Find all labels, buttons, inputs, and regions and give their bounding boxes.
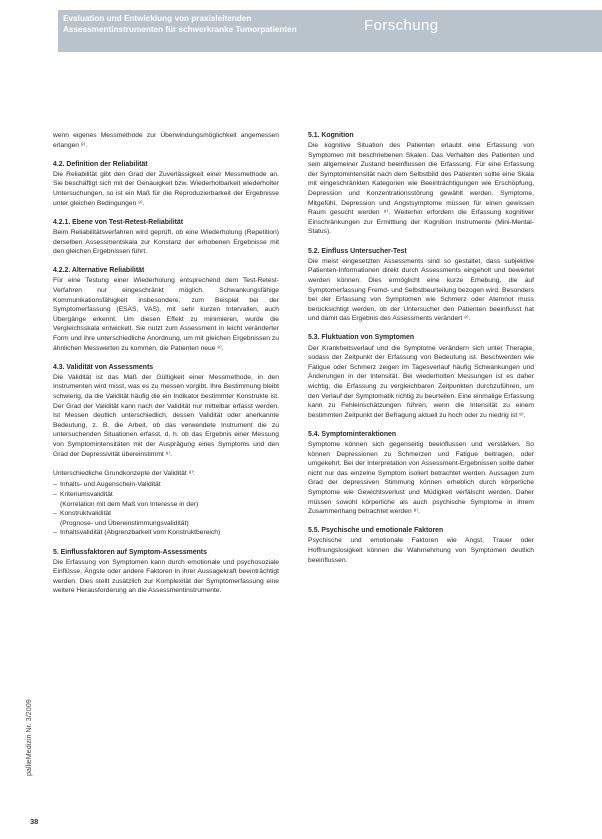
validity-list <box>53 480 279 538</box>
paragraph-4-2-2: Für eine Testung einer Wiederholung entsprechend dem Test-Retest-Verfahren nur eingeschränkt möglich. Schwankungsfähige Kommunikationsfähigkeit insbesondere, zum Beispiel bei der Symptomerfassung (ESAS, VAS), mit sehr kurzen Intervallen, auch Übergänge erkennt. Um diesen Effekt zu minimieren, wurde die Vergleichsskala entwickelt. Sie nutzt zum Assessment in leicht veränderter Form und ihre unterschiedliche Anordnung, um mit gleichen Ergebnissen zu ähnlichen Messwerten zu kommen, die Patienten neue ⁸⁾. <box>53 277 279 352</box>
list-item: – Inhalts- und Augenschein-Validität <box>53 480 279 490</box>
paragraph-4-2: Die Reliabilität gibt den Grad der Zuverlässigkeit einer Messmethode an. Sie beschäftigt sich mit der Genauigkeit bzw. Wiederholbarkeit wiederholter Untersuchungen, so ist ein Maß für die Reproduzierbarkeit der Ergebnisse unter gleichen Bedingungen ⁸⁾. <box>53 170 279 207</box>
list-intro: Unterschiedliche Grundkonzepte der Validität ⁸⁾: <box>53 469 195 477</box>
list-item: – Inhaltsvalidität (Abgrenzbarkeit vom Konstruktbereich) <box>53 528 279 538</box>
heading-5-3: 5.3. Fluktuation von Symptomen <box>308 334 415 342</box>
paragraph-5-3: Der Krankheitsverlauf und die Symptome verändern sich unter Therapie, sodass der Zeitpunkt der Erfassung von Bedeutung ist. Beschwerden wie Fatigue oder Schmerz zeigen im Tagesverlauf häufig Schwankungen und Änderungen in der Intensität. Bei wiederholten Messungen ist es daher wichtig, die Erfassung zu vergleichbaren Zeitpunkten durchzuführen, um den Verlauf der Symptomatik richtig zu beurteilen. Eine einmalige Erfassung kann zu Fehleinschätzungen führen, wenn die Intensität zu einem bestimmten Zeitpunkt der Befragung aktuell zu hoch oder zu niedrig ist ⁸⁾. <box>308 344 534 419</box>
paragraph-5-5: Psychische und emotionale Faktoren wie Angst, Trauer oder Hoffnungslosigkeit können die Wahrnehmung von Symptomen deutlich beeinflussen. <box>308 537 534 564</box>
running-header-line-2: Assessmentinstrumenten für schwerkranke Tumorpatienten <box>63 24 297 34</box>
heading-4-2: 4.2. Definition der Reliabilität <box>53 160 148 168</box>
list-item: (Korrelation mit dem Maß von Interesse in der) <box>60 500 199 508</box>
running-header-title <box>63 14 353 35</box>
paragraph-4-2-1: Beim Reliabilitätsverfahren wird geprüft, ob eine Wiederholung (Repetition) derselben Assessmentskala zur Konstanz der erhobenen Ergebnisse mit den gleichen Ergebnissen führt. <box>53 228 279 256</box>
heading-5-4: 5.4. Symptominteraktionen <box>308 430 397 438</box>
journal-side-label: pallieMedizin Nr. 3/2009 <box>24 699 33 776</box>
paragraph-4-3: Die Validität ist das Maß der Gültigkeit einer Messmethode, in den Instrumenten wird misst, was es zu messen vorgibt. Ihre Bestimmung bleibt schwierig, da die Validität häufig die ein Indikator bestimmter Konstrukte ist. Der Grad der Validität kann nach der Validität nur mittelbar erfasst werden. Ist Messen deutlich unterschiedlich, dessen Validität oder anerkannte Bedeutung, z. B. die Arbeit, ob das verwendete Instrument die zu untersuchenden Situationen erfasst, d. h. ob das Ergebnis einer Messung von Symptomintensitäten mit der Ausprägung eines Symptoms und den Grad der Depressivität übereinstimmt ⁸⁾. <box>53 373 279 458</box>
paragraph-5-1: Die kognitive Situation des Patienten erlaubt eine Erfassung von Symptomen mit beschriebenen Skalen. Das Verhalten des Patienten und sein allgemeiner Zustand beeinflussen die Erfassung. Für eine Erfassung der Symptomintensität nach dem Selbstbild des Patienten sollte eine Skala mit eingeschränkten Kategorien wie Beeinträchtigungen wie Erschöpfung, Depression und Konzentrationsstörung gewählt werden. Symptome, Mitgefühl, Depression und Angstsymptome müssen für einen gewissen Raum gesucht werden ⁸⁾. Weiterhin erfordern die Erfassung kognitiver Einschränkungen zur Ermittlung der Kognition Instrumente (Mini-Mental-Status). <box>308 142 534 236</box>
heading-4-2-2: 4.2.2. Alternative Reliabilität <box>53 267 145 275</box>
heading-5-2: 5.2. Einfluss Untersucher-Test <box>308 247 407 255</box>
paragraph-5: Die Erfassung von Symptomen kann durch emotionale und psychosoziale Einflüsse, Ängste oder andere Faktoren in ihrer Aussagekraft beeinträchtigt werden. Dies stellt zusätzlich zur Komplexität der Symptomerfassung eine weitere Herausforderung an die Assessmentinstrumente. <box>53 558 279 595</box>
heading-5-5: 5.5. Psychische und emotionale Faktoren <box>308 527 444 535</box>
heading-5: 5. Einflussfaktoren auf Symptom-Assessments <box>53 548 207 556</box>
page-number: 38 <box>30 817 39 826</box>
paragraph-5-4: Symptome können sich gegenseitig beeinflussen und verstärken. So können Depressionen zu Schmerzen und Fatigue beitragen, oder umgekehrt. Bei der Interpretation von Assessment-Ergebnissen sollte daher nicht nur das einzelne Symptom isoliert betrachtet werden. Aussagen zum Grad der depressiven Stimmung können erheblich durch körperliche Symptome wie Gewichtsverlust und Müdigkeit verfälscht werden. Daher müssen sowohl körperliche als auch psychische Symptome in ihrem Zusammenhang betrachtet werden ⁸⁾. <box>308 441 534 516</box>
list-item: – Kriteriumsvalidität <box>53 490 279 500</box>
running-header-line-1: Evaluation und Entwicklung von praxisleitenden <box>63 14 252 23</box>
heading-4-2-1: 4.2.1. Ebene von Test-Retest-Reliabilität <box>53 218 184 226</box>
left-column <box>53 131 279 606</box>
section-label: Forschung <box>364 17 439 34</box>
paragraph-5-2: Die meist eingesetzten Assessments sind so gestaltet, dass subjektive Patienten-Informationen direkt durch Assessments eingeholt und bewertet werden können. Dies ermöglicht eine kurze Erhebung, die auf Symptomerfassung Fremd- und Selbstbeurteilung bezogen wird. Besonders bei der Erfassung von Symptomen wie Schmerz oder Atemnot muss berücksichtigt werden, ob der Untersucher den Patienten beeinflusst hat und damit das Ergebnis des Assessments verändert ⁸⁾. <box>308 257 534 323</box>
list-item: – Konstruktvalidität <box>53 509 279 519</box>
right-column <box>308 131 534 575</box>
heading-4-3: 4.3. Validität von Assessments <box>53 363 154 371</box>
list-item: (Prognose- und Übereinstimmungsvalidität) <box>60 519 189 527</box>
heading-5-1: 5.1. Kognition <box>308 132 354 139</box>
paragraph-intro: wenn eigenes Messmethode zur Überwindungsmöglichkeit angemessen erlangen ⁸⁾. <box>53 132 279 149</box>
